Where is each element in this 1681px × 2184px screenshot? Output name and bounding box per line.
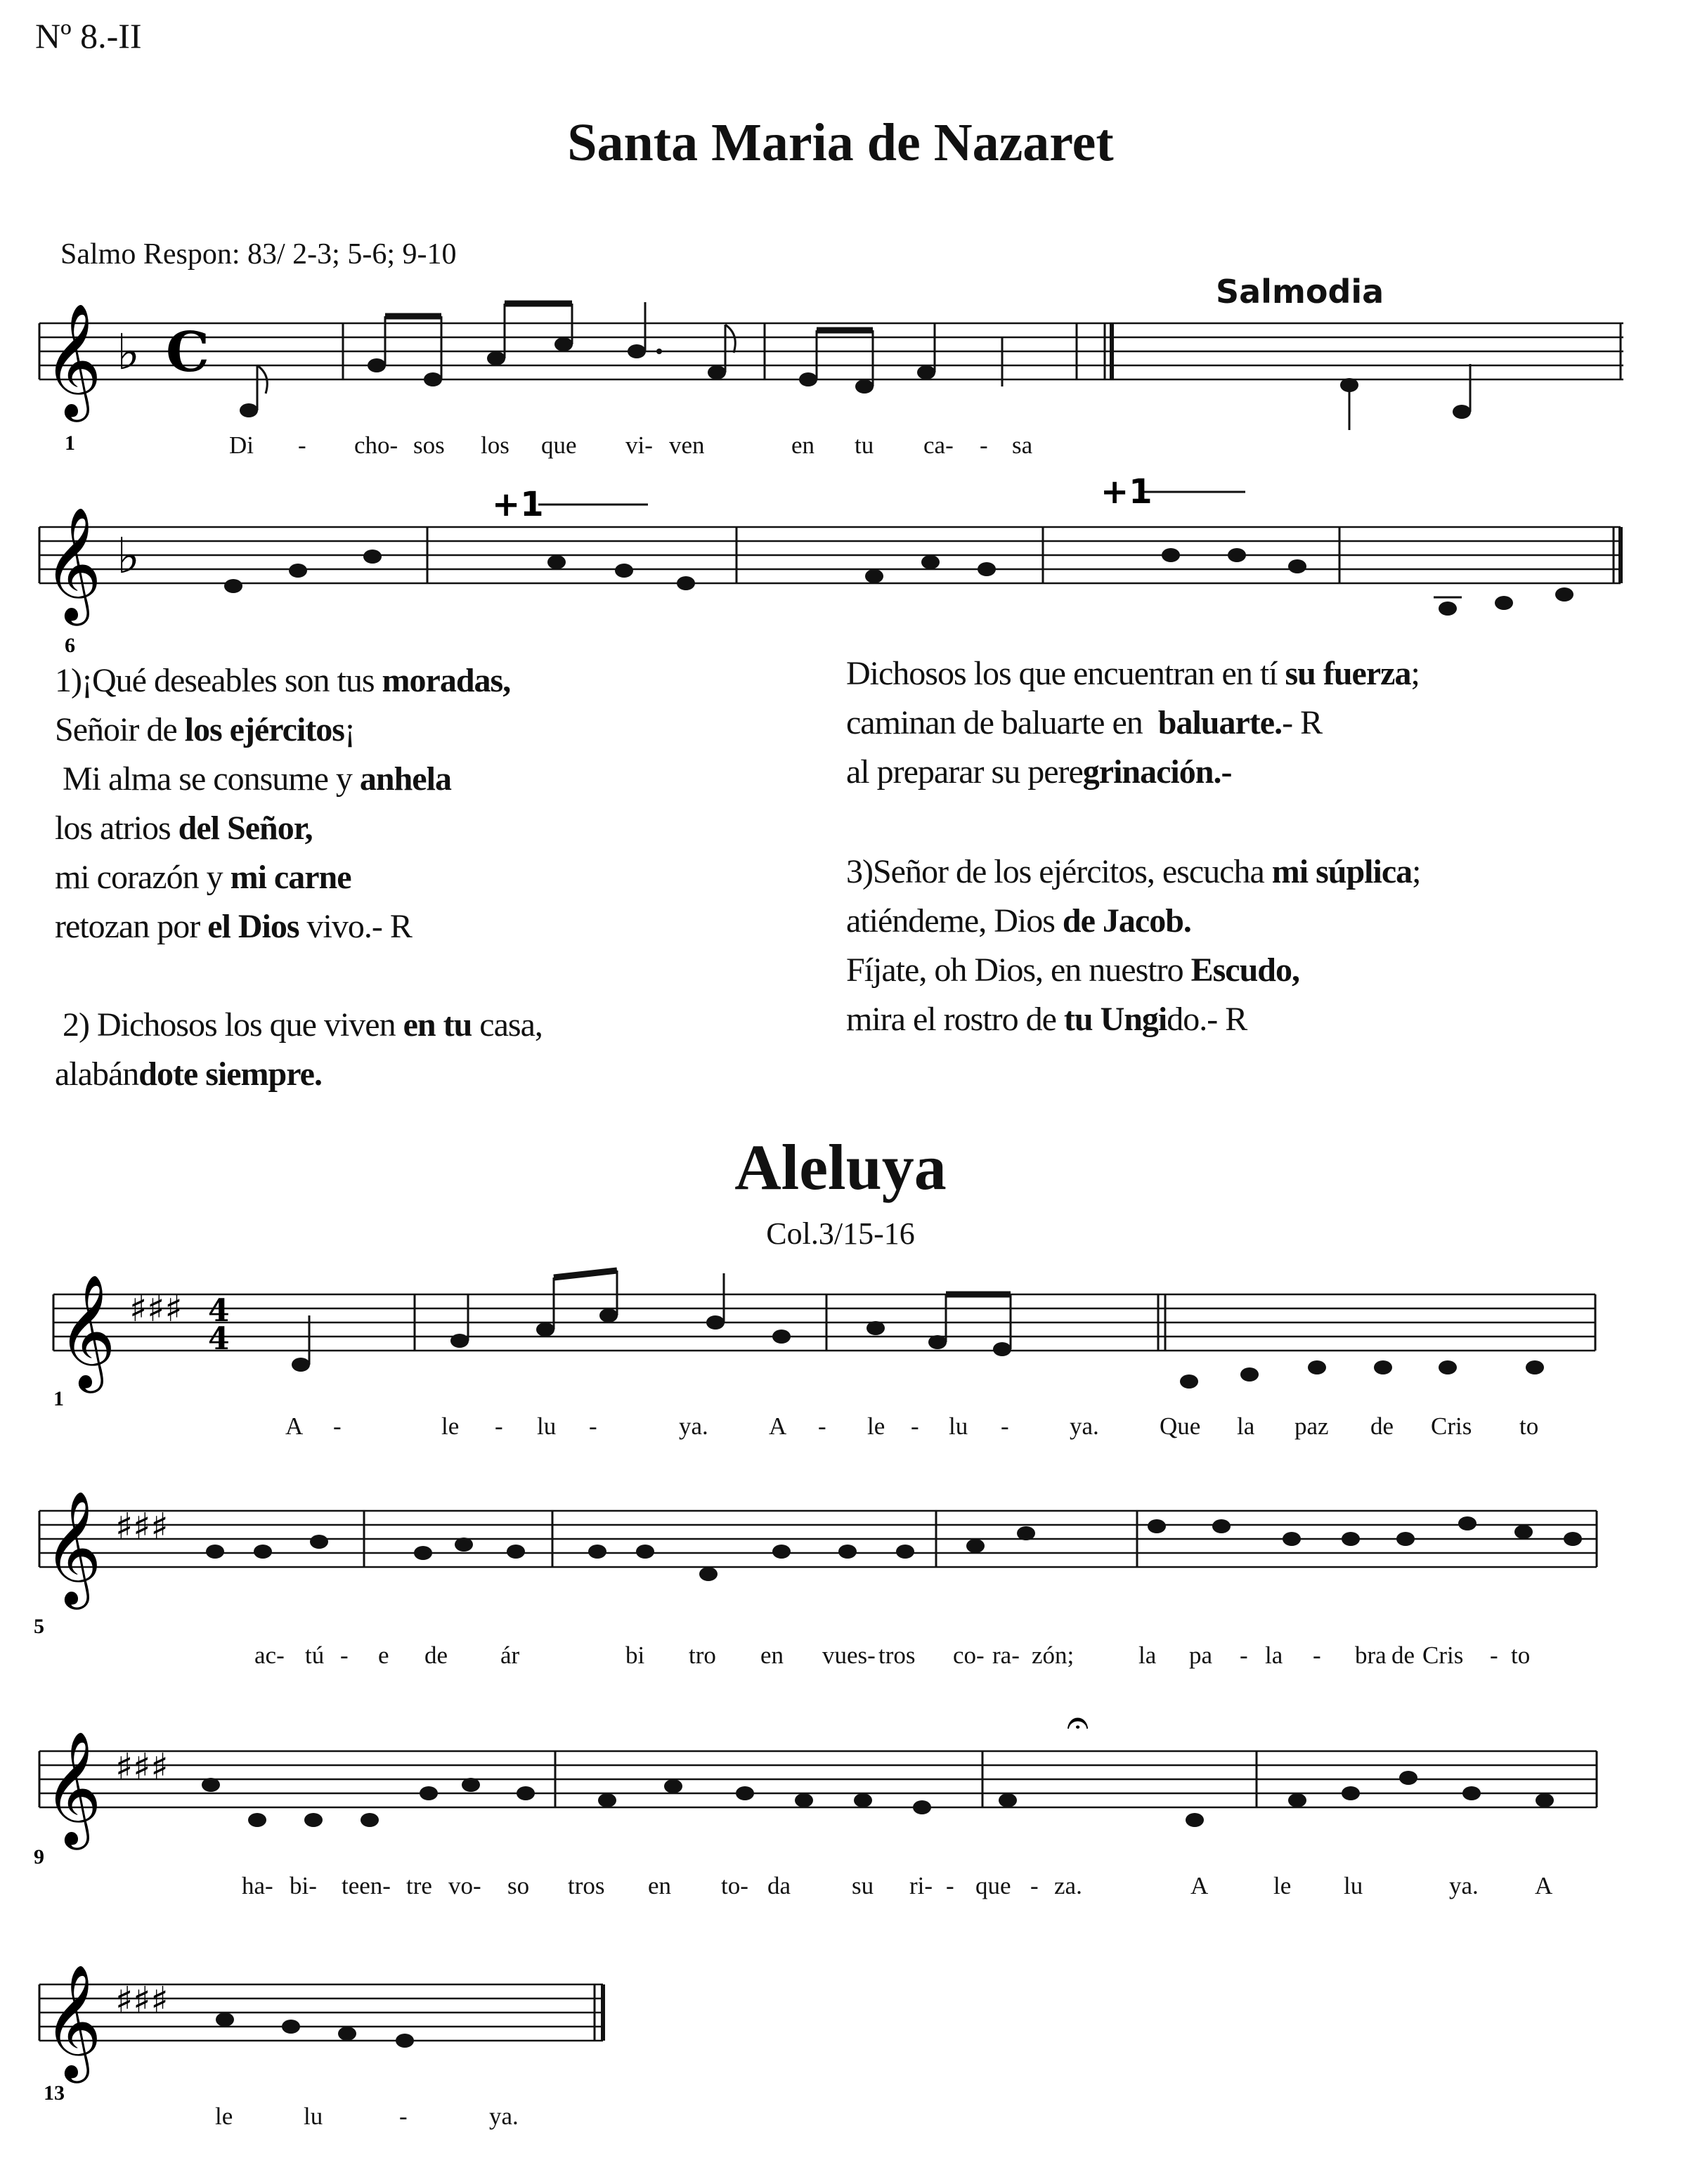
aleluya-system-number: 9 [34, 1845, 44, 1868]
lyric-syllable: ya. [1449, 1872, 1479, 1899]
aleluya-system-number: 13 [44, 2081, 65, 2105]
lyric-syllable: A [769, 1412, 787, 1440]
aleluya-reference: Col.3/15-16 [766, 1216, 915, 1251]
verse-text: 2) Dichosos los que viven [55, 1006, 403, 1044]
verse-text: caminan de baluarte en [846, 704, 1158, 741]
verse-emphasis: Escudo, [1190, 951, 1299, 989]
psalm-system-number-1: 1 [65, 431, 75, 455]
lyric-syllable: - [980, 431, 988, 459]
lyric-syllable: teen- [342, 1872, 391, 1899]
lyric-syllable: e [378, 1642, 389, 1669]
verse-text: 3)Señor de los ejércitos, escucha [846, 853, 1272, 890]
lyric-syllable: lu [537, 1412, 557, 1440]
lyric-syllable: paz [1294, 1412, 1329, 1440]
flat-icon: ♭ [117, 323, 141, 381]
lyric-syllable: en [760, 1642, 784, 1669]
lyric-syllable: Que [1160, 1412, 1201, 1440]
lyric-syllable: bra [1355, 1642, 1387, 1669]
lyric-syllable: vi- [625, 431, 653, 459]
lyric-syllable: tro [689, 1642, 716, 1669]
lyric-syllable: - [1313, 1642, 1321, 1669]
lyric-syllable: de [424, 1642, 448, 1669]
staff-lines [39, 1511, 1597, 1567]
staff-lines [53, 1294, 1595, 1351]
lyric-syllable: en [791, 431, 815, 459]
treble-clef-icon: 𝄞 [44, 507, 102, 621]
sharps-icon: ♯♯♯ [115, 1506, 169, 1548]
verse-emphasis: baluarte. [1157, 704, 1283, 741]
lyric-syllable: zón; [1032, 1642, 1075, 1669]
aleluya-lyrics-1 [0, 1412, 1681, 1448]
treble-clef-icon: 𝄞 [58, 1274, 116, 1389]
verse-text: vivo.- R [299, 908, 412, 945]
common-time-icon: C [166, 320, 210, 384]
lyric-syllable: tre [406, 1872, 432, 1899]
lyric-syllable: en [648, 1872, 672, 1899]
verse-emphasis: su fuerza [1285, 655, 1411, 692]
lyric-syllable: to- [721, 1872, 748, 1899]
salmodia-label: Salmodia [1216, 273, 1384, 311]
lyric-syllable: los [481, 431, 510, 459]
aleluya-notes-4 [216, 2013, 532, 2048]
lyric-syllable: ya. [679, 1412, 708, 1440]
lyric-syllable: le [867, 1412, 885, 1440]
verse-emphasis: en tu [403, 1006, 472, 1044]
lyric-syllable: le [215, 2102, 233, 2130]
aleluya-lyrics-3 [0, 1872, 1681, 1907]
lyric-syllable: - [298, 431, 306, 459]
lyric-syllable: to [1511, 1642, 1531, 1669]
lyric-syllable: A [1535, 1872, 1553, 1899]
lyric-syllable: ven [669, 431, 705, 459]
lyric-syllable: sos [413, 431, 445, 459]
lyric-syllable: - [589, 1412, 597, 1440]
lyric-syllable: - [1030, 1872, 1039, 1899]
verse-text: alabán [55, 1055, 139, 1093]
verse-text: ; [1412, 853, 1421, 890]
verse-emphasis: moradas, [382, 662, 511, 699]
verse-text: ; [1410, 655, 1420, 692]
lyric-syllable: - [946, 1872, 954, 1899]
lyric-syllable: la [1138, 1642, 1157, 1669]
sharps-icon: ♯♯♯ [115, 1746, 169, 1788]
lyric-syllable: le [1273, 1872, 1292, 1899]
lyric-syllable: A [285, 1412, 304, 1440]
lyric-syllable: - [399, 2102, 408, 2130]
lyric-syllable: pa [1189, 1642, 1213, 1669]
lyric-syllable: que [541, 431, 577, 459]
treble-clef-icon: 𝄞 [44, 303, 102, 417]
aleluya-notes-2 [206, 1516, 1582, 1581]
verse-emphasis: los ejércitos [184, 711, 344, 748]
verse-text: los atrios [55, 810, 179, 847]
verse-emphasis: del Señor, [178, 810, 313, 847]
aleluya-title: Aleluya [734, 1131, 947, 1203]
lyric-syllable: to [1519, 1412, 1539, 1440]
lyric-syllable: bi [625, 1642, 645, 1669]
lyric-syllable: de [1370, 1412, 1394, 1440]
verse-text: retozan por [55, 908, 208, 945]
verse-emphasis: tu Ungi [1063, 1001, 1167, 1038]
sharps-icon: ♯♯♯ [129, 1288, 183, 1330]
verse-emphasis: de Jacob. [1062, 902, 1191, 940]
lyric-syllable: de [1391, 1642, 1415, 1669]
lyric-syllable: ár [500, 1642, 520, 1669]
plus-one-marker: +1 [1101, 472, 1153, 512]
lyric-syllable: so [507, 1872, 530, 1899]
lyric-syllable: la [1265, 1642, 1283, 1669]
lyric-syllable: bi- [290, 1872, 317, 1899]
lyric-syllable: lu [1344, 1872, 1363, 1899]
lyric-syllable: - [1240, 1642, 1248, 1669]
aleluya-notes-1 [292, 1270, 1544, 1389]
lyric-syllable: cho- [354, 431, 398, 459]
verse-emphasis: mi súplica [1271, 853, 1413, 890]
fermata-icon: 𝄐 [1067, 1700, 1089, 1746]
lyric-syllable: tu [855, 431, 874, 459]
lyric-syllable: tros [878, 1642, 916, 1669]
page-title: Santa Maria de Nazaret [567, 113, 1114, 172]
lyric-syllable: le [441, 1412, 460, 1440]
verse-emphasis: grinación.- [1082, 753, 1232, 791]
lyric-syllable: Di [229, 431, 254, 459]
verse-text: Señoir de [55, 711, 185, 748]
verse-text: Mi alma se consume y [55, 760, 360, 798]
lyric-syllable: ri- [909, 1872, 933, 1899]
lyric-syllable: Cris [1431, 1412, 1472, 1440]
aleluya-lyrics-4 [0, 2102, 1681, 2138]
verse-emphasis: dote siempre. [138, 1055, 322, 1093]
lyric-syllable: A [1190, 1872, 1209, 1899]
verse-emphasis: mi carne [230, 859, 351, 896]
verse-text: mira el rostro de [846, 1001, 1064, 1038]
lyric-syllable: ya. [1070, 1412, 1099, 1440]
psalm-reference: Salmo Respon: 83/ 2-3; 5-6; 9-10 [60, 238, 457, 271]
treble-clef-icon: 𝄞 [44, 1731, 102, 1845]
staff-lines [39, 1751, 1597, 1807]
lyric-syllable: vo- [448, 1872, 481, 1899]
lyric-syllable: za. [1054, 1872, 1082, 1899]
lyric-syllable: lu [304, 2102, 323, 2130]
time-signature: 4 [208, 1321, 230, 1357]
lyric-syllable: ya. [489, 2102, 519, 2130]
lyric-syllable: - [495, 1412, 503, 1440]
plus-one-marker: +1 [492, 485, 544, 524]
aleluya-lyrics-2 [0, 1642, 1681, 1677]
psalm-system-number-2: 6 [65, 634, 75, 657]
page-number: Nº 8.-II [35, 16, 142, 56]
lyric-syllable: - [1490, 1642, 1498, 1669]
verse-text: casa, [472, 1006, 543, 1044]
lyric-syllable: tros [568, 1872, 605, 1899]
lyric-syllable: tú [305, 1642, 325, 1669]
verse-emphasis: anhela [359, 760, 451, 798]
lyric-syllable: - [911, 1412, 919, 1440]
verse-text: do.- R [1167, 1001, 1247, 1038]
verse-text: Dichosos los que encuentran en tí [846, 655, 1285, 692]
verse-text: Fíjate, oh Dios, en nuestro [846, 951, 1191, 989]
verse-text: 1)¡Qué deseables son tus [55, 662, 382, 699]
lyric-syllable: vues- [822, 1642, 876, 1669]
lyric-syllable: que [975, 1872, 1011, 1899]
lyric-syllable: da [767, 1872, 791, 1899]
lyric-syllable: Cris [1422, 1642, 1464, 1669]
lyric-syllable: ca- [923, 431, 954, 459]
lyric-syllable: co- [953, 1642, 985, 1669]
lyric-syllable: sa [1012, 431, 1033, 459]
lyric-syllable: la [1237, 1412, 1255, 1440]
lyric-syllable: ha- [242, 1872, 273, 1899]
verse-text: mi corazón y [55, 859, 231, 896]
sharps-icon: ♯♯♯ [115, 1980, 169, 2022]
flat-icon: ♭ [117, 527, 141, 585]
lyric-syllable: lu [949, 1412, 968, 1440]
lyric-syllable: - [340, 1642, 349, 1669]
aleluya-system-number: 5 [34, 1615, 44, 1638]
time-signature: 4 [208, 1293, 230, 1329]
verse-text: al preparar su pere [846, 753, 1083, 791]
lyric-syllable: ac- [254, 1642, 285, 1669]
treble-clef-icon: 𝄞 [44, 1490, 102, 1605]
lyric-syllable: ra- [992, 1642, 1020, 1669]
treble-clef-icon: 𝄞 [44, 1964, 102, 2079]
lyric-syllable: - [1001, 1412, 1009, 1440]
aleluya-system-number: 1 [53, 1387, 64, 1410]
lyric-syllable: - [818, 1412, 826, 1440]
verse-emphasis: el Dios [207, 908, 299, 945]
verse-text: ¡ [344, 711, 355, 748]
verse-text: atiéndeme, Dios [846, 902, 1063, 940]
lyric-syllable: su [852, 1872, 874, 1899]
lyric-syllable: - [333, 1412, 342, 1440]
verse-text: - R [1282, 704, 1323, 741]
